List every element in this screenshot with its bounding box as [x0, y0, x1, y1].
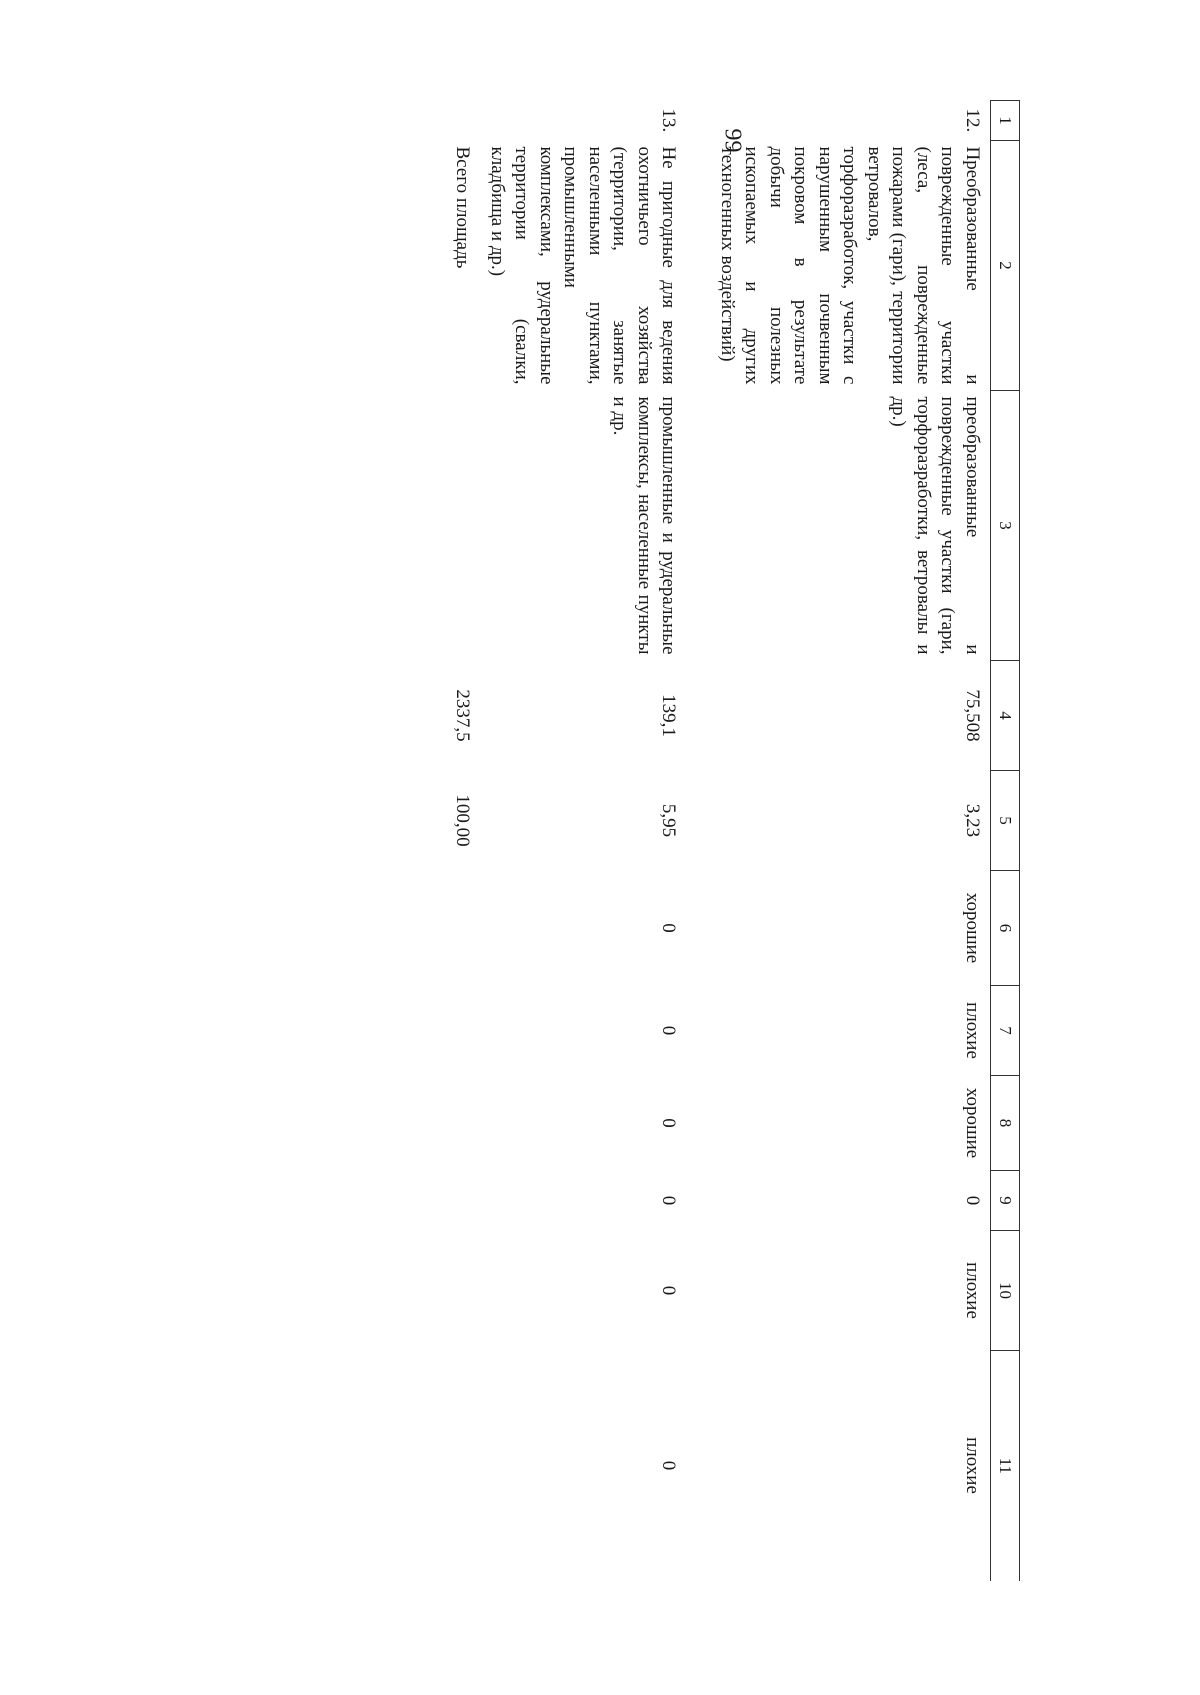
rating-cell: плохие	[962, 1002, 983, 1059]
habitat-table	[446, 100, 1020, 1581]
rating-cell: 0	[658, 1460, 680, 1471]
row-number: 12.	[962, 108, 983, 133]
percent-value: 5,95	[658, 803, 680, 838]
empty-cell	[446, 1351, 481, 1581]
rating-cell: хорошие	[962, 1087, 983, 1159]
total-area: 2337,5	[452, 689, 474, 742]
rating-cell: 0	[658, 1025, 680, 1036]
percent-value: 3,23	[962, 803, 983, 838]
empty-cell	[446, 986, 481, 1076]
column-header: 4	[991, 661, 1020, 771]
column-header: 3	[991, 391, 1020, 661]
empty-cell	[446, 1076, 481, 1171]
column-header: 2	[991, 141, 1020, 391]
total-label: Всего площадь	[452, 146, 474, 269]
column-header: 9	[991, 1171, 1020, 1231]
area-value: 75,508	[962, 689, 983, 742]
column-header: 11	[991, 1351, 1020, 1581]
column-header: 7	[991, 986, 1020, 1076]
column-header: 1	[991, 101, 1020, 141]
table-row	[481, 101, 687, 1581]
rotated-table-sheet	[240, 100, 1020, 1580]
empty-cell	[446, 1231, 481, 1351]
empty-cell	[446, 871, 481, 986]
column-header: 10	[991, 1231, 1020, 1351]
total-row	[446, 101, 481, 1581]
rating-cell: хорошие	[962, 892, 983, 964]
rating-cell: 0	[658, 1195, 680, 1206]
row-number	[446, 101, 481, 141]
rating-cell: 0	[658, 1285, 680, 1296]
column-header: 5	[991, 771, 1020, 871]
page-number: 99	[719, 128, 746, 153]
empty-cell	[446, 391, 481, 661]
column-number-row	[991, 101, 1020, 1581]
total-percent: 100,00	[452, 794, 474, 847]
column-header: 6	[991, 871, 1020, 986]
habitat-description: преобразованные и поврежденные участки (гари, торфоразработки, ветровалы и др.)	[888, 396, 983, 655]
column-header: 8	[991, 1076, 1020, 1171]
rating-cell: 0	[962, 1195, 983, 1206]
rating-cell: плохие	[962, 1262, 983, 1319]
habitat-category: Не пригодные для ведения охотничьего хозяйства (территории, занятые населенными пунктами, промышленными комплексами, рудеральные территории (свалки, кладбища и др.)	[487, 146, 680, 385]
row-number: 13.	[658, 108, 680, 133]
habitat-description: промышленные и рудеральные комплексы, населенные пункты и др.	[609, 396, 680, 655]
area-value: 139,1	[658, 694, 680, 737]
habitat-category: Преобразованные и поврежденные участки (леса, поврежденные пожарами (гари), территории ветровалов, торфоразработок, участки с нарушенным почвенным покровом в результате добычи полезных ископаемых и других техногенных воздействий)	[717, 146, 983, 385]
rating-cell: плохие	[962, 1437, 983, 1494]
empty-cell	[446, 1171, 481, 1231]
rating-cell: 0	[658, 923, 680, 933]
table-row	[687, 101, 991, 1581]
rating-cell: 0	[658, 1118, 680, 1128]
